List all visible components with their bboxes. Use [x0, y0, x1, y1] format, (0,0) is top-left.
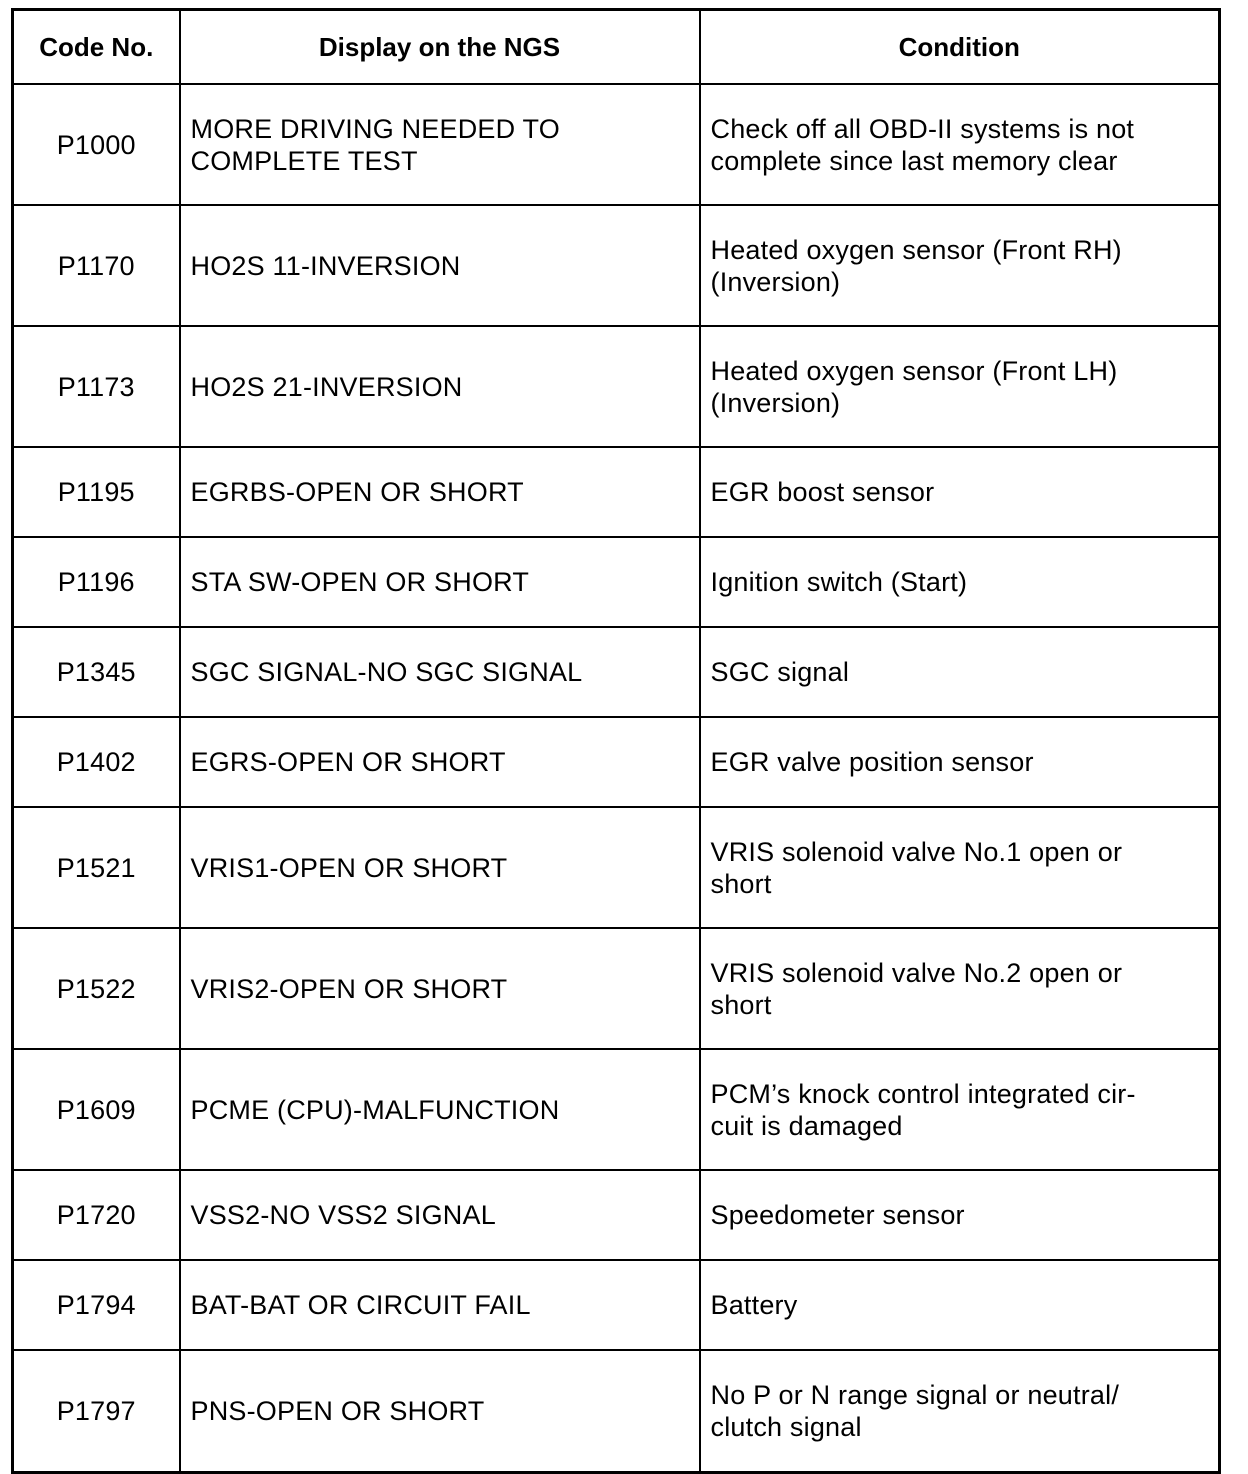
code-cell: P1402 — [13, 717, 180, 807]
display-cell: EGRS-OPEN OR SHORT — [180, 717, 700, 807]
condition-cell: EGR valve position sensor — [700, 717, 1220, 807]
condition-cell: SGC signal — [700, 627, 1220, 717]
header-code-no: Code No. — [13, 10, 180, 85]
display-cell: PNS-OPEN OR SHORT — [180, 1350, 700, 1473]
condition-cell: Battery — [700, 1260, 1220, 1350]
table-header — [13, 10, 1220, 85]
condition-cell: Heated oxygen sensor (Front LH) (Inversion) — [700, 326, 1220, 447]
header-condition: Condition — [700, 10, 1220, 85]
table-row — [13, 807, 1220, 928]
table-row — [13, 326, 1220, 447]
table-row — [13, 537, 1220, 627]
display-cell: EGRBS-OPEN OR SHORT — [180, 447, 700, 537]
condition-cell: Heated oxygen sensor (Front RH) (Inversion) — [700, 205, 1220, 326]
table-row — [13, 447, 1220, 537]
code-cell: P1345 — [13, 627, 180, 717]
table-row — [13, 717, 1220, 807]
code-cell: P1522 — [13, 928, 180, 1049]
code-cell: P1195 — [13, 447, 180, 537]
table-row — [13, 1049, 1220, 1170]
header-display-on-ngs: Display on the NGS — [180, 10, 700, 85]
condition-cell: VRIS solenoid valve No.1 open or short — [700, 807, 1220, 928]
display-cell: STA SW-OPEN OR SHORT — [180, 537, 700, 627]
code-cell: P1170 — [13, 205, 180, 326]
condition-cell: PCM’s knock control integrated cir- cuit is damaged — [700, 1049, 1220, 1170]
display-cell: VRIS1-OPEN OR SHORT — [180, 807, 700, 928]
display-cell: VRIS2-OPEN OR SHORT — [180, 928, 700, 1049]
condition-cell: Speedometer sensor — [700, 1170, 1220, 1260]
table-row — [13, 627, 1220, 717]
code-cell: P1196 — [13, 537, 180, 627]
code-cell: P1173 — [13, 326, 180, 447]
code-cell: P1720 — [13, 1170, 180, 1260]
table-row — [13, 1170, 1220, 1260]
table-row — [13, 205, 1220, 326]
display-cell: BAT-BAT OR CIRCUIT FAIL — [180, 1260, 700, 1350]
condition-cell: Check off all OBD-II systems is not complete since last memory clear — [700, 84, 1220, 205]
condition-cell: EGR boost sensor — [700, 447, 1220, 537]
code-cell: P1794 — [13, 1260, 180, 1350]
display-cell: PCME (CPU)-MALFUNCTION — [180, 1049, 700, 1170]
code-cell: P1797 — [13, 1350, 180, 1473]
code-cell: P1609 — [13, 1049, 180, 1170]
table-row — [13, 1350, 1220, 1473]
display-cell: MORE DRIVING NEEDED TO COMPLETE TEST — [180, 84, 700, 205]
condition-cell: VRIS solenoid valve No.2 open or short — [700, 928, 1220, 1049]
table-row — [13, 1260, 1220, 1350]
header-row — [13, 10, 1220, 85]
condition-cell: Ignition switch (Start) — [700, 537, 1220, 627]
table-body — [13, 84, 1220, 1473]
code-cell: P1000 — [13, 84, 180, 205]
diagnostic-code-table — [11, 8, 1221, 1474]
code-cell: P1521 — [13, 807, 180, 928]
table-row — [13, 84, 1220, 205]
table-row — [13, 928, 1220, 1049]
condition-cell: No P or N range signal or neutral/ clutch signal — [700, 1350, 1220, 1473]
display-cell: SGC SIGNAL-NO SGC SIGNAL — [180, 627, 700, 717]
display-cell: HO2S 11-INVERSION — [180, 205, 700, 326]
display-cell: HO2S 21-INVERSION — [180, 326, 700, 447]
display-cell: VSS2-NO VSS2 SIGNAL — [180, 1170, 700, 1260]
